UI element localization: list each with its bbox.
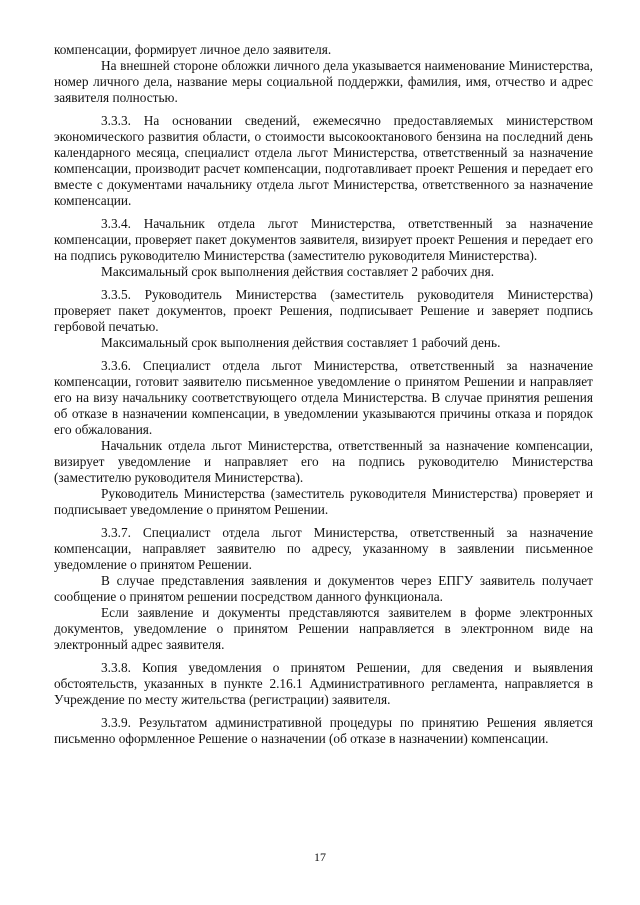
paragraph-electronic: Если заявление и документы представляются заявителем в форме электронных документов, уведомление о принятом Решении направляется в электронном виде на электронный адрес заявителя.	[54, 605, 593, 652]
paragraph-continuation: компенсации, формирует личное дело заявителя.	[54, 42, 332, 57]
paragraph-head-signs: Руководитель Министерства (заместитель руководителя Министерства) проверяет и подписывает уведомление о принятом Решении.	[54, 486, 593, 517]
paragraph-3-3-8: 3.3.8. Копия уведомления о принятом Решении, для сведения и выявления обстоятельств, указанных в пункте 2.16.1 Административного регламента, направляется в Учреждение по месту жительства (регистрации) заявителя.	[54, 660, 593, 707]
paragraph-3-3-7: 3.3.7. Специалист отдела льгот Министерства, ответственный за назначение компенсации, направляет заявителю по адресу, указанному в заявлении письменное уведомление о принятом Решении.	[54, 525, 593, 572]
paragraph-cover: На внешней стороне обложки личного дела указывается наименование Министерства, номер личного дела, название меры социальной поддержки, фамилия, имя, отчество и адрес заявителя полностью.	[54, 58, 593, 105]
paragraph-3-3-4: 3.3.4. Начальник отдела льгот Министерства, ответственный за назначение компенсации, проверяет пакет документов заявителя, визирует проект Решения и передает его на подпись руководителю Министерства (заместителю руководителя Министерства).	[54, 216, 593, 263]
paragraph-deadline-1-day: Максимальный срок выполнения действия составляет 1 рабочий день.	[101, 335, 501, 350]
paragraph-deadline-2-days: Максимальный срок выполнения действия составляет 2 рабочих дня.	[101, 264, 495, 279]
paragraph-head-visa: Начальник отдела льгот Министерства, ответственный за назначение компенсации, визирует уведомление и направляет его на подпись руководителю Министерства (заместителю руководителя Министерства).	[54, 438, 593, 485]
page-number: 17	[314, 850, 326, 864]
paragraph-3-3-3: 3.3.3. На основании сведений, ежемесячно предоставляемых министерством экономического развития области, о стоимости высокооктанового бензина на последний день календарного месяца, специалист отдела льгот Министерства, ответственный за назначение компенсации, производит расчет компенсации, подготавливает проект Решения и передает его вместе с документами начальнику отдела льгот Министерства, ответственного за назначение компенсации.	[54, 113, 593, 208]
paragraph-epgu: В случае представления заявления и документов через ЕПГУ заявитель получает сообщение о принятом решении посредством данного функционала.	[54, 573, 593, 604]
paragraph-3-3-5: 3.3.5. Руководитель Министерства (заместитель руководителя Министерства) проверяет пакет документов, проект Решения, подписывает Решение и заверяет подпись гербовой печатью.	[54, 287, 593, 334]
body-text	[54, 42, 593, 747]
paragraph-3-3-6: 3.3.6. Специалист отдела льгот Министерства, ответственный за назначение компенсации, готовит заявителю письменное уведомление о принятом Решении и направляет его на визу начальнику соответствующего отдела Министерства. В случае принятия решения об отказе в назначении компенсации, в уведомлении указываются причины отказа и порядок его обжалования.	[54, 358, 593, 437]
paragraph-3-3-9: 3.3.9. Результатом административной процедуры по принятию Решения является письменно оформленное Решение о назначении (об отказе в назначении) компенсации.	[54, 715, 593, 746]
